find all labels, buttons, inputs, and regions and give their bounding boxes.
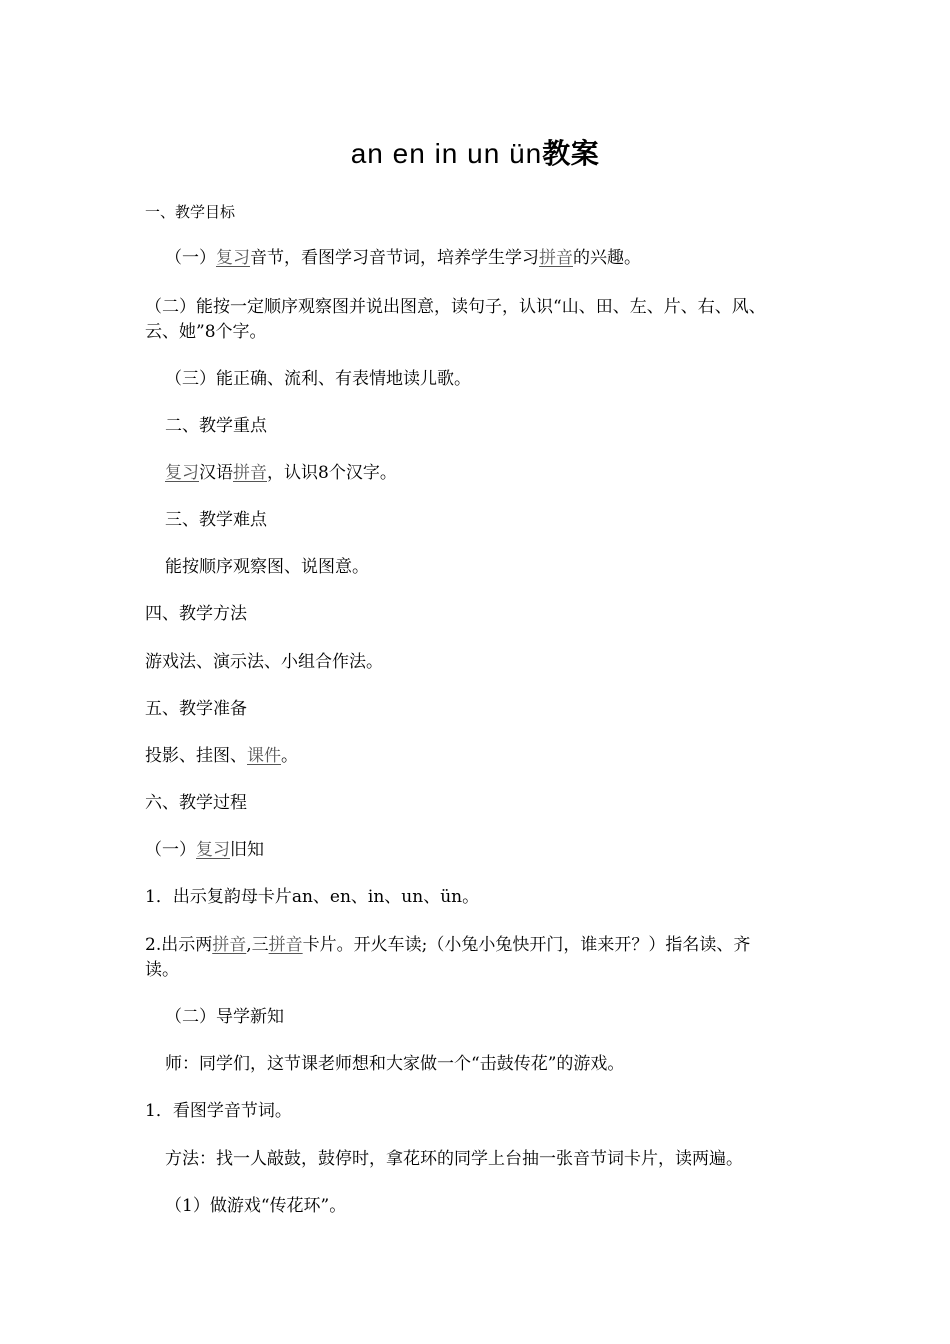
link-review[interactable]: 复习 bbox=[196, 840, 230, 860]
process-1-heading bbox=[145, 838, 264, 862]
key-point-mid: 汉语 bbox=[199, 463, 233, 483]
link-pinyin[interactable]: 拼音 bbox=[268, 935, 303, 955]
section-2-heading: 二、教学重点 bbox=[165, 416, 267, 436]
key-point bbox=[165, 461, 397, 485]
process-1-pre: （一） bbox=[145, 840, 196, 860]
link-review[interactable]: 复习 bbox=[216, 248, 250, 268]
game-line: （1）做游戏“传花环”。 bbox=[165, 1196, 347, 1216]
process-1-post: 旧知 bbox=[230, 840, 264, 860]
step-2-post: 卡片。开火车读;（小兔小兔快开门，谁来开？）指名读、齐 bbox=[302, 935, 751, 955]
goal-1-mid: 音节，看图学习音节词，培养学生学习 bbox=[250, 248, 539, 268]
goal-1-post: 的兴趣。 bbox=[573, 248, 641, 268]
page-title bbox=[0, 132, 950, 172]
goal-3: （三）能正确、流利、有表情地读儿歌。 bbox=[165, 369, 471, 389]
method-line: 方法：找一人敲鼓，鼓停时，拿花环的同学上台抽一张音节词卡片，读两遍。 bbox=[165, 1149, 743, 1169]
title-cjk: 教案 bbox=[542, 137, 600, 170]
goal-1 bbox=[165, 246, 641, 270]
section-4-heading: 四、教学方法 bbox=[145, 604, 247, 624]
link-pinyin[interactable]: 拼音 bbox=[212, 935, 247, 955]
section-5-heading: 五、教学准备 bbox=[145, 699, 247, 719]
preparation-post: 。 bbox=[281, 746, 298, 766]
step-2-pre: 2.出示两 bbox=[145, 935, 213, 955]
section-1-heading: 一、教学目标 bbox=[145, 203, 236, 221]
title-latin: an en in un ün bbox=[350, 138, 543, 169]
methods: 游戏法、演示法、小组合作法。 bbox=[145, 652, 383, 672]
difficulty: 能按顺序观察图、说图意。 bbox=[165, 557, 369, 577]
goal-2-line-1: （二）能按一定顺序观察图并说出图意，读句子，认识“山、田、左、片、右、风、 bbox=[145, 297, 766, 317]
step-2-mid: ,三 bbox=[246, 935, 269, 955]
goal-1-pre: （一） bbox=[165, 248, 216, 268]
section-3-heading: 三、教学难点 bbox=[165, 510, 267, 530]
section-6-heading: 六、教学过程 bbox=[145, 793, 247, 813]
process-1-step-2-line-1 bbox=[145, 933, 750, 957]
link-review[interactable]: 复习 bbox=[165, 463, 199, 483]
process-1-step-1: 1．出示复韵母卡片an、en、in、un、ün。 bbox=[145, 887, 480, 907]
goal-2-line-2: 云、她”8个字。 bbox=[145, 322, 267, 342]
teacher-line: 师：同学们，这节课老师想和大家做一个“击鼓传花”的游戏。 bbox=[165, 1054, 625, 1074]
process-1-step-2-line-2: 读。 bbox=[145, 960, 179, 980]
link-pinyin[interactable]: 拼音 bbox=[539, 248, 573, 268]
process-2-heading: （二）导学新知 bbox=[165, 1007, 284, 1027]
preparation-pre: 投影、挂图、 bbox=[145, 746, 247, 766]
link-pinyin[interactable]: 拼音 bbox=[233, 463, 267, 483]
preparation bbox=[145, 744, 298, 768]
process-2-step-1: 1．看图学音节词。 bbox=[145, 1101, 292, 1121]
link-courseware[interactable]: 课件 bbox=[247, 746, 281, 766]
key-point-post: ，认识8个汉字。 bbox=[267, 463, 397, 483]
